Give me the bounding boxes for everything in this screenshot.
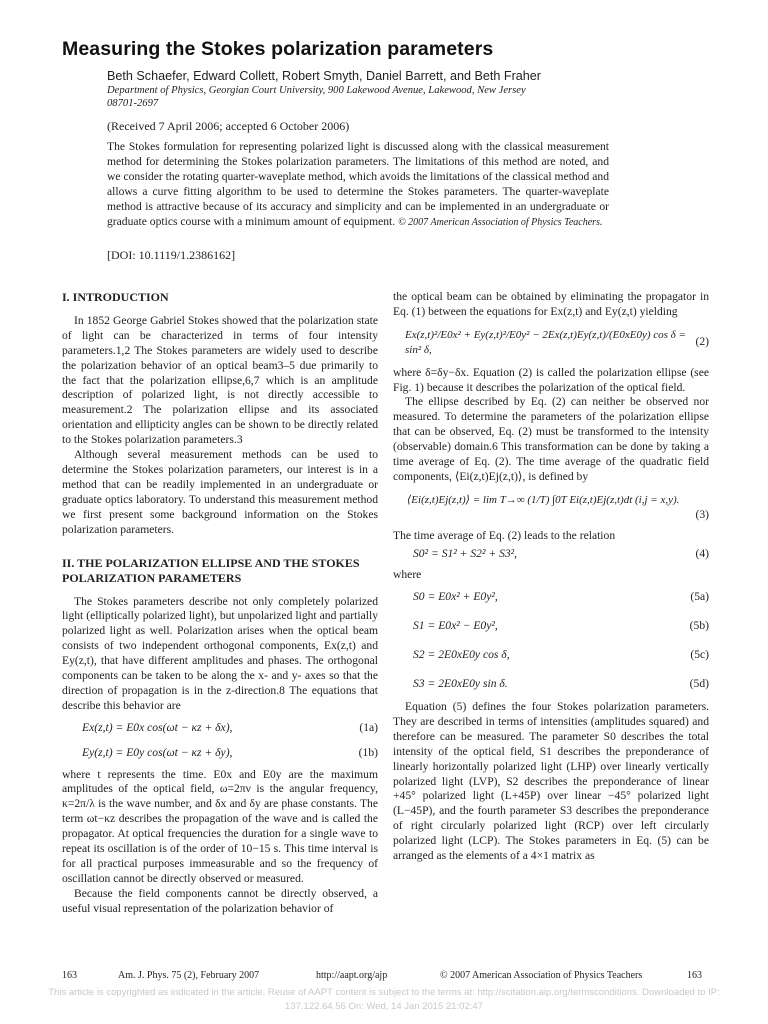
- author-list: Beth Schaefer, Edward Collett, Robert Smyth, Daniel Barrett, and Beth Fraher: [107, 69, 541, 83]
- paragraph: Equation (5) defines the four Stokes polarization parameters. They are described in terms of intensities (amplitudes squared) and therefore can be measured. The parameter S0 describes the total intensity of the optical field, S1 describes the preponderance of linearly horizontally polarized light (LHP) over linearly vertically polarized light (LVP), S2 describes the preponderance of linear +45° polarized light (L+45P) over linear −45° polarized light (L−45P), and the fourth parameter S3 describes the preponderance of right circularly polarized light (RCP) over left circularly polarized light (LCP). The Stokes parameters in Eq. (5) can be arranged as the elements of a 4×1 matrix as: [393, 700, 709, 863]
- journal-url[interactable]: http://aapt.org/ajp: [316, 970, 388, 981]
- abstract-text: The Stokes formulation for representing polarized light is discussed along with the classical measurement method for determining the Stokes polarization parameters. The limitations of this method are noted, and we consider the rotating quarter-waveplate method, which avoids the limitations of the classical method and allows a curve fitting algorithm to be used to determine the Stokes parameters. The quarter-waveplate method is attractive because of its accuracy and simplicity and can be implemented in an undergraduate or graduate optics course with a minimum amount of equipment.: [107, 140, 609, 228]
- equation-body: S0² = S1² + S2² + S3²,: [413, 546, 518, 560]
- abstract: [107, 140, 609, 230]
- equation-body: ⟨Ei(z,t)Ej(z,t)⟩ = lim T→∞ (1/T) ∫0T Ei(z,t)Ej(z,t)dt (i,j = x,y).: [407, 493, 680, 506]
- doi: [DOI: 10.1119/1.2386162]: [107, 248, 236, 262]
- paragraph: In 1852 George Gabriel Stokes showed that the polarization state of light can be characterized in terms of four intensity parameters.1,2 The Stokes parameters are widely used to describe the polarization behavior of an optical beam3–5 due primarily to the fact that the polarization ellipse,6,7 which is an amplitude description of polarized light, is not directly accessible to measurement.2 The polarization ellipse and its associated orientation and ellipticity angles can be shown to be directly related to the Stokes polarization parameters.3: [62, 313, 378, 447]
- equation-number: (5c): [690, 648, 709, 662]
- paragraph: Because the field components cannot be directly observed, a useful visual representation of the polarization behavior of: [62, 886, 378, 915]
- paragraph: The ellipse described by Eq. (2) can neither be observed nor measured. To determine the parameters of the polarization ellipse that can be observed, Eq. (2) must be transformed to the intensity (observable) domain.6 This transformation can be done by taking a time average of Eq. (2). The time average of the quadratic field components, ⟨Ei(z,t)Ej(z,t)⟩, is defined by: [393, 395, 709, 483]
- watermark-line: This article is copyrighted as indicated in the article. Reuse of AAPT content is subject to the terms at: http://scitation.aip.org/termsconditions. Downloaded to IP:: [48, 987, 720, 998]
- section-heading-introduction: I. INTRODUCTION: [62, 290, 169, 304]
- equation-number: (4): [695, 546, 709, 560]
- received-dates: (Received 7 April 2006; accepted 6 October 2006): [107, 119, 350, 133]
- paragraph: where: [393, 567, 422, 581]
- equation-5a: [393, 590, 709, 605]
- equation-number: (5b): [689, 619, 709, 633]
- paragraph: where δ=δy−δx. Equation (2) is called the polarization ellipse (see Fig. 1) because it describes the polarization of the optical field.: [393, 365, 709, 394]
- abstract-copyright: © 2007 American Association of Physics Teachers.: [398, 216, 603, 228]
- equation-body: S0 = E0x² + E0y²,: [413, 590, 498, 604]
- equation-1b: [62, 746, 378, 761]
- footer-copyright: © 2007 American Association of Physics Teachers: [440, 970, 643, 981]
- page-number-left: 163: [62, 970, 77, 981]
- equation-5b: [393, 619, 709, 634]
- equation-number: (3): [695, 507, 709, 521]
- equation-body: Ex(z,t) = E0x cos(ωt − κz + δx),: [82, 720, 233, 734]
- paragraph: The time average of Eq. (2) leads to the relation: [393, 528, 616, 542]
- paragraph: the optical beam can be obtained by eliminating the propagator in Eq. (1) between the equations for Ex(z,t) and Ey(z,t) yielding: [393, 290, 709, 318]
- journal-citation: Am. J. Phys. 75 (2), February 2007: [118, 970, 260, 981]
- equation-1a: [62, 721, 378, 736]
- equation-number: (5d): [689, 677, 709, 691]
- equation-4: [393, 547, 709, 562]
- section-heading-polarization-ellipse: II. THE POLARIZATION ELLIPSE AND THE STOKES POLARIZATION PARAMETERS: [62, 555, 360, 585]
- equation-3-number-row: [393, 508, 709, 523]
- equation-body: S2 = 2E0xE0y cos δ,: [413, 648, 510, 662]
- equation-5d: [393, 677, 709, 692]
- right-column: [393, 290, 709, 864]
- equation-body: Ey(z,t) = E0y cos(ωt − κz + δy),: [82, 745, 233, 759]
- equation-body: S3 = 2E0xE0y sin δ.: [413, 677, 508, 691]
- paper-title: Measuring the Stokes polarization parameters: [62, 38, 494, 60]
- equation-number: (2): [695, 335, 709, 349]
- equation-2: [393, 328, 709, 358]
- paragraph: where t represents the time. E0x and E0y are the maximum amplitudes of the optical field, ω=2πν is the angular frequency, κ=2π/λ is the wave number, and δx and δy are phase constants. The term ωt−κz describes the propagation of the wave and is called the propagator. At optical frequencies the duration for a single wave to repeat its oscillation is of the order of 10−15 s. This time interval is for all practical purposes immeasurable and so the frequency of oscillation cannot be directly observed or measured.: [62, 767, 378, 885]
- affiliation: Department of Physics, Georgian Court University, 900 Lakewood Avenue, Lakewood, New Jersey 08701-2697: [107, 85, 526, 109]
- paragraph: Although several measurement methods can be used to determine the Stokes polarization parameters, our interest is in a method that can be readily implemented in an undergraduate or graduate optics laboratory. To understand this measurement method we first present some background information on the Stokes polarization parameters.: [62, 448, 378, 536]
- equation-number: (5a): [690, 590, 709, 604]
- equation-number: (1a): [359, 720, 378, 734]
- equation-number: (1b): [358, 745, 378, 759]
- equation-body: Ex(z,t)²/E0x² + Ey(z,t)²/E0y² − 2Ex(z,t)Ey(z,t)/(E0xE0y) cos δ = sin² δ,: [405, 328, 686, 356]
- equation-body: S1 = E0x² − E0y²,: [413, 619, 498, 633]
- watermark-line: 137.122.64.56 On: Wed, 14 Jan 2015 21:02:47: [285, 1001, 483, 1012]
- download-watermark: [0, 986, 768, 1014]
- equation-3: [393, 493, 709, 508]
- left-column: [62, 290, 378, 917]
- equation-5c: [393, 648, 709, 663]
- paragraph: The Stokes parameters describe not only completely polarized light (elliptically polarized light), but unpolarized light and partially polarized light as well. Polarization arises when the optical beam consists of two independent orthogonal components, Ex(z,t) and Ey(z,t), that have different amplitudes and phases. The orthogonal components can be taken to be along the x- and y- axes so that the direction of propagation is in the z-direction.8 The equations that describe this behavior are: [62, 594, 378, 712]
- page-number-right: 163: [687, 970, 702, 981]
